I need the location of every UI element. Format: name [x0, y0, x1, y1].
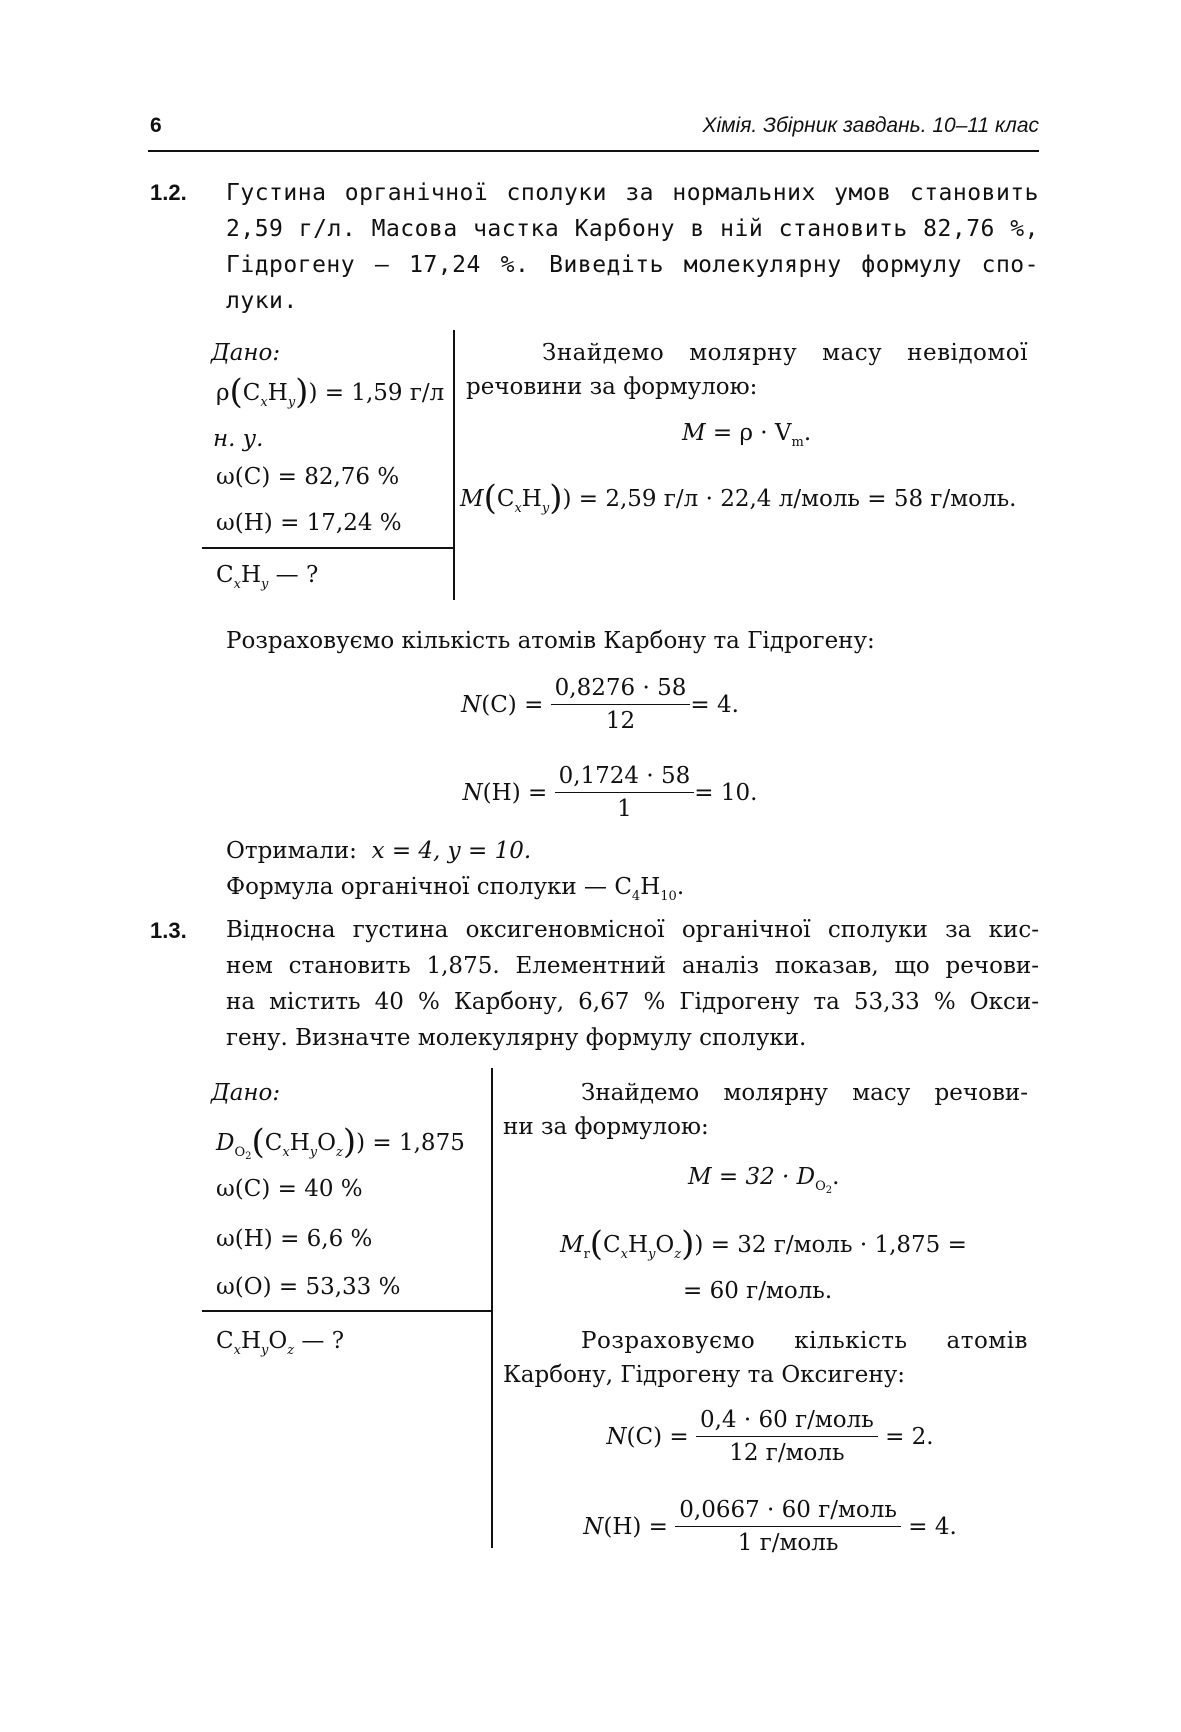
- solution-intro: Знайдемо молярну масу невідомої: [542, 340, 1028, 366]
- header-rule: [148, 150, 1039, 152]
- given-divider-horizontal: [202, 1310, 492, 1312]
- count-atoms-intro: Розраховуємо кількість атомів Карбону та Гідрогену:: [226, 628, 875, 654]
- formula-answer: Формула органічної сполуки — $C_4H_{10}$.: [226, 874, 685, 904]
- statement-line: 2,59 г/л. Масова частка Карбону в ній становить 82,76 %,: [226, 216, 1039, 242]
- given-conditions: н. у.: [213, 426, 264, 452]
- running-title: Хімія. Збірник завдань. 10–11 клас: [702, 114, 1039, 137]
- given-relative-density: $D_{O_2}(C_xH_yO_z)) = 1,875$: [216, 1122, 465, 1162]
- formula-molar-mass: $M = 32 \cdot D_{O_2}$.: [688, 1164, 840, 1196]
- calc-molar-mass: $M(C_xH_y)) = 2,59$ г/л · 22,4 л/моль = 58 г/моль.: [460, 478, 1017, 518]
- given-label: Дано:: [211, 1080, 281, 1106]
- given-mass-fraction-h: ω(H) = 17,24 %: [216, 510, 402, 536]
- solution-intro-2: речовини за формулою:: [466, 374, 758, 400]
- equation-n-carbon: N(C) = $\frac{\text{0,4 · 60 г/моль}}{\text{12 г/моль}}$ = 2.: [600, 1404, 940, 1469]
- find-formula: $C_xH_yO_z$ — ?: [216, 1328, 345, 1358]
- problem-number-1-3: 1.3.: [150, 918, 187, 943]
- find-formula: $C_xH_y$ — ?: [216, 562, 319, 592]
- given-divider-vertical: [491, 1068, 493, 1548]
- given-label: Дано:: [211, 340, 281, 366]
- statement-line: нем становить 1,875. Елементний аналіз показав, що речови-: [226, 953, 1039, 979]
- given-divider-horizontal: [202, 547, 454, 549]
- given-mass-fraction-c: ω(C) = 40 %: [216, 1176, 363, 1202]
- statement-line: Густина органічної сполуки за нормальних умов становить: [226, 180, 1039, 206]
- calc-molar-mass: $M_r(C_xH_yO_z)) = 32$ г/моль · 1,875 =: [560, 1224, 967, 1264]
- equation-n-carbon: N(C) = $\frac{0,8276 \cdot 58}{12}$ = 4.: [420, 672, 780, 737]
- solution-intro: Знайдемо молярну масу речови-: [581, 1080, 1028, 1106]
- solution-intro-2: ни за формулою:: [503, 1114, 709, 1140]
- equation-n-hydrogen: N(H) = $\frac{0,1724 \cdot 58}{1}$ = 10.: [420, 760, 800, 825]
- given-mass-fraction-o: ω(O) = 53,33 %: [216, 1274, 401, 1300]
- statement-line: на містить 40 % Карбону, 6,67 % Гідрогену та 53,33 % Окси-: [226, 989, 1039, 1015]
- given-divider-vertical: [453, 330, 455, 600]
- count-atoms-intro-2: Карбону, Гідрогену та Оксигену:: [503, 1362, 906, 1388]
- calc-molar-mass-result: = 60 г/моль.: [683, 1278, 833, 1304]
- problem-1-3-statement: [226, 912, 1039, 1056]
- problem-number-1-2: 1.2.: [150, 180, 187, 205]
- count-atoms-intro: Розраховуємо кількість атомів: [581, 1328, 1028, 1354]
- statement-line: Відносна густина оксигеновмісної органічної сполуки за кис-: [226, 917, 1039, 943]
- result-line: Отримали: x = 4, y = 10.: [226, 838, 532, 864]
- statement-line: луки.: [226, 288, 298, 314]
- statement-line: Гідрогену — 17,24 %. Виведіть молекулярну формулу спо-: [226, 252, 1039, 278]
- given-mass-fraction-c: ω(C) = 82,76 %: [216, 464, 400, 490]
- equation-n-hydrogen: N(H) = $\frac{\text{0,0667 · 60 г/моль}}{\text{1 г/моль}}$ = 4.: [575, 1494, 965, 1559]
- page-number: 6: [150, 114, 162, 137]
- given-density: $\rho(C_xH_y)) = 1,59$ г/л: [216, 372, 445, 412]
- problem-1-2-statement: [226, 175, 1039, 319]
- formula-molar-mass: $M = \rho \cdot V_m$.: [682, 420, 812, 450]
- statement-line: гену. Визначте молекулярну формулу сполуки.: [226, 1025, 807, 1051]
- given-mass-fraction-h: ω(H) = 6,6 %: [216, 1226, 373, 1252]
